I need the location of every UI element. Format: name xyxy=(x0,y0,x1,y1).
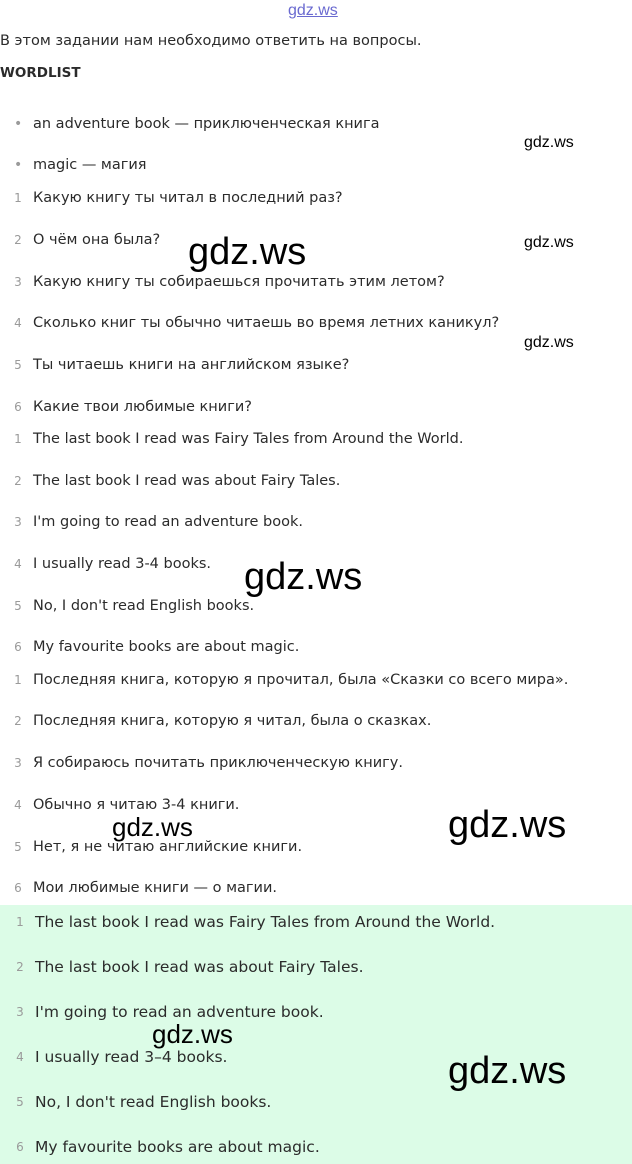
answer-translation-text: Обычно я читаю 3-4 книги. xyxy=(33,797,240,813)
watermark: gdz.ws xyxy=(524,334,574,351)
question-text: Какую книгу ты собираешься прочитать этим летом? xyxy=(33,274,445,290)
intro-text: В этом задании нам необходимо ответить на вопросы. xyxy=(0,33,422,49)
answer-text: The last book I read was about Fairy Tales. xyxy=(33,473,341,489)
final-answer-text: I usually read 3–4 books. xyxy=(35,1048,228,1066)
watermark: gdz.ws xyxy=(244,556,363,598)
answer-translation-text: Мои любимые книги — о магии. xyxy=(33,880,277,896)
watermark: gdz.ws xyxy=(152,1019,233,1049)
wordlist-heading: WORDLIST xyxy=(0,65,81,81)
item-number: 5 xyxy=(14,358,22,372)
site-link-top[interactable]: gdz.ws xyxy=(288,2,338,19)
item-number: 3 xyxy=(16,1005,24,1019)
item-number: 1 xyxy=(14,432,22,446)
watermark: gdz.ws xyxy=(524,234,574,251)
answer-text: I'm going to read an adventure book. xyxy=(33,514,303,530)
answer-text: I usually read 3-4 books. xyxy=(33,556,212,572)
item-number: 6 xyxy=(14,881,22,895)
answer-text: My favourite books are about magic. xyxy=(33,639,300,655)
final-answer-text: My favourite books are about magic. xyxy=(35,1138,320,1156)
item-number: 4 xyxy=(14,798,22,812)
item-number: 5 xyxy=(14,840,22,854)
bullet-icon: • xyxy=(14,157,23,173)
final-answer-text: No, I don't read English books. xyxy=(35,1093,272,1111)
question-text: О чём она была? xyxy=(33,232,161,248)
wordlist-item-text: magic — магия xyxy=(33,157,147,173)
item-number: 6 xyxy=(14,400,22,414)
question-text: Ты читаешь книги на английском языке? xyxy=(33,357,350,373)
item-number: 5 xyxy=(14,599,22,613)
item-number: 3 xyxy=(14,515,22,529)
item-number: 4 xyxy=(14,316,22,330)
answer-translation-text: Последняя книга, которую я прочитал, была «Сказки со всего мира». xyxy=(33,672,569,688)
final-answer-text: I'm going to read an adventure book. xyxy=(35,1003,324,1021)
item-number: 2 xyxy=(16,960,24,974)
item-number: 3 xyxy=(14,756,22,770)
item-number: 5 xyxy=(16,1095,24,1109)
item-number: 1 xyxy=(14,191,22,205)
item-number: 1 xyxy=(14,673,22,687)
watermark: gdz.ws xyxy=(448,1050,567,1092)
final-answers-block xyxy=(0,905,632,1164)
item-number: 3 xyxy=(14,275,22,289)
item-number: 4 xyxy=(14,557,22,571)
watermark: gdz.ws xyxy=(448,804,567,846)
answer-translation-text: Последняя книга, которую я читал, была о сказках. xyxy=(33,713,432,729)
bullet-icon: • xyxy=(14,116,23,132)
item-number: 4 xyxy=(16,1050,24,1064)
watermark: gdz.ws xyxy=(524,134,574,151)
watermark: gdz.ws xyxy=(112,812,193,842)
final-answer-text: The last book I read was about Fairy Tales. xyxy=(35,958,364,976)
final-answer-text: The last book I read was Fairy Tales from Around the World. xyxy=(35,913,496,931)
item-number: 2 xyxy=(14,714,22,728)
item-number: 6 xyxy=(14,640,22,654)
item-number: 2 xyxy=(14,474,22,488)
question-text: Какие твои любимые книги? xyxy=(33,399,252,415)
question-text: Сколько книг ты обычно читаешь во время летних каникул? xyxy=(33,315,500,331)
question-text: Какую книгу ты читал в последний раз? xyxy=(33,190,343,206)
answer-text: No, I don't read English books. xyxy=(33,598,255,614)
answer-text: The last book I read was Fairy Tales from Around the World. xyxy=(33,431,464,447)
watermark: gdz.ws xyxy=(188,231,307,273)
answer-translation-text: Я собираюсь почитать приключенческую книгу. xyxy=(33,755,403,771)
item-number: 2 xyxy=(14,233,22,247)
item-number: 1 xyxy=(16,915,24,929)
answer-translation-text: Нет, я не читаю английские книги. xyxy=(33,839,303,855)
item-number: 6 xyxy=(16,1140,24,1154)
wordlist-item-text: an adventure book — приключенческая книга xyxy=(33,116,380,132)
